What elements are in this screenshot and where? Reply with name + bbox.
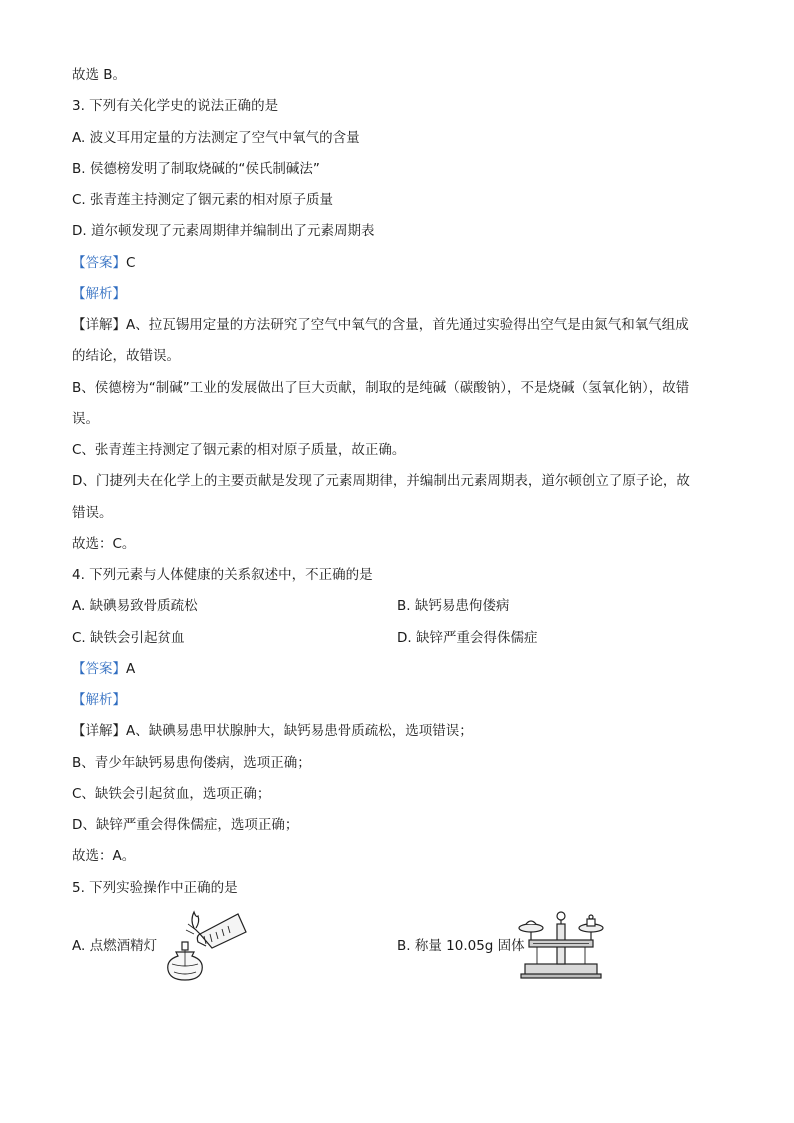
q4-option-c: C. 缺铁会引起贫血 [72,630,185,646]
q5-option-a: A. 点燃酒精灯 [72,938,158,954]
q4-option-d: D. 缺锌严重会得侏儒症 [397,630,538,646]
q3-detail-line-5: C、张青莲主持测定了铟元素的相对原子质量，故正确。 [72,442,406,458]
q4-option-a: A. 缺碘易致骨质疏松 [72,598,198,614]
q4-analysis-label [72,691,126,709]
answer-value: A [126,661,136,677]
analysis-label: 【解析】 [72,286,126,302]
q3-option-b: B. 侯德榜发明了制取烧碱的“侯氏制碱法” [72,161,320,177]
q3-analysis-label [72,285,126,303]
detail-label: 【详解】 [72,317,126,333]
q4-stem: 4. 下列元素与人体健康的关系叙述中，不正确的是 [72,567,373,583]
q4-detail-line-1 [72,722,473,740]
analysis-label: 【解析】 [72,692,126,708]
alcohol-lamp-icon [160,906,250,984]
q3-option-d: D. 道尔顿发现了元素周期律并编制出了元素周期表 [72,223,375,239]
balance-scale-icon [515,906,607,980]
answer-value: C [126,255,136,271]
q4-detail-line-3: C、缺铁会引起贫血，选项正确； [72,786,271,802]
q3-detail-line-6: D、门捷列夫在化学上的主要贡献是发现了元素周期律，并编制出元素周期表，道尔顿创立了原子论，故 [72,473,690,489]
q3-detail-line-4: 误。 [72,411,99,427]
detail-text: A、缺碘易患甲状腺肿大，缺钙易患骨质疏松，选项错误； [126,723,473,739]
detail-label: 【详解】 [72,723,126,739]
q3-conclusion: 故选：C。 [72,536,136,552]
q4-option-b: B. 缺钙易患佝偻病 [397,598,510,614]
q3-stem: 3. 下列有关化学史的说法正确的是 [72,98,279,114]
q3-option-a: A. 波义耳用定量的方法测定了空气中氧气的含量 [72,130,360,146]
answer-label: 【答案】 [72,661,126,677]
q3-answer [72,254,135,272]
q4-detail-line-4: D、缺锌严重会得侏儒症，选项正确； [72,817,299,833]
q4-conclusion: 故选：A。 [72,848,136,864]
q3-detail-line-1 [72,316,689,334]
q4-detail-line-2: B、青少年缺钙易患佝偻病，选项正确； [72,755,311,771]
q3-detail-line-7: 错误。 [72,505,113,521]
q3-option-c: C. 张青莲主持测定了铟元素的相对原子质量 [72,192,334,208]
answer-label: 【答案】 [72,255,126,271]
q5-stem: 5. 下列实验操作中正确的是 [72,880,238,896]
detail-text: A、拉瓦锡用定量的方法研究了空气中氧气的含量，首先通过实验得出空气是由氮气和氧气组成 [126,317,689,333]
q4-answer [72,660,135,678]
q5-option-b: B. 称量 10.05g 固体 [397,938,525,954]
q3-detail-line-3: B、侯德榜为“制碱”工业的发展做出了巨大贡献，制取的是纯碱（碳酸钠），不是烧碱（氢氧化钠），故错 [72,380,690,396]
q3-detail-line-2: 的结论，故错误。 [72,348,180,364]
prev-conclusion: 故选 B。 [72,67,127,83]
